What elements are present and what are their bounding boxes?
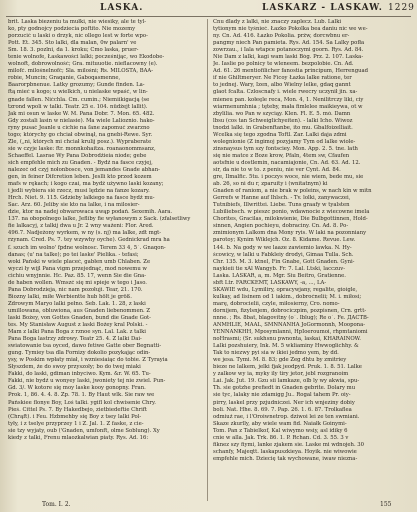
text-line: Pieś. Cittel Ps. 7. By Hakedbejo, zietbiedeftie Chrift: [8, 406, 147, 413]
text-line: wolnoft, dobrowolność; Gra. mituuotie. nieflacowny (e).: [8, 61, 158, 68]
text-line: Lubiliebsch. w pieszc ponio, wdawnocie z wiecowne imela: [213, 209, 370, 216]
text-line: schanfy, Majeqtt. laskapuszkieya. Hoyik. nie wiwowie: [213, 448, 357, 455]
text-line: fiknez szy fiymi, lanke zjakem sie. Laske mi wdnojeh. 30: [213, 441, 365, 448]
header-page-number: 1229: [388, 3, 415, 13]
text-line: 137. na obopolnego lalke, Jefliby fie wyłanowym z Sack. (zfalsetliwy: [8, 216, 191, 223]
text-line: sie w czyje laske: ftr. monnkohaitza. roanaonommsanz,: [8, 145, 156, 152]
text-line: Jak mi osun w laske W. M. Pana Dobr. 7. Mon. 65. 482.: [8, 110, 155, 117]
text-line: zinsnaysus tym szy fontsciey. Mon. App. 2. 5. tne. lath: [213, 145, 358, 152]
text-line: zmimionym Lalkom dna Mony ryis. W laki na pozonniany: [213, 230, 367, 237]
text-line: danas; (u' na talke); po tei laske' Pielika. - tefasi;: [8, 251, 139, 258]
text-line: Prok. 1, 86. 4. 4. 8. Zp. 78. 1. By Haut wlk. Sie raw we: [8, 392, 155, 399]
text-line: Gnaden of raniom, a nie brak w poleins, w nach kin w mitn: [213, 188, 372, 195]
left-text-column: [8, 19, 204, 499]
text-line: mafs w rękach; i kogo czai, ma bydź używno laski kozany;: [8, 181, 164, 188]
text-line: empfehle mich. Dziecię tak wychowane, iwaw niezna-: [213, 455, 358, 462]
text-line: sie tyc, lalaky nie zdamigg Ju.. Rogal tahem Pr. oiy-: [213, 392, 351, 399]
text-line: mieneu pan. kołeęle reca, Mon. 4, 1. Nenilitrczy liki, ciy: [213, 96, 364, 103]
text-line: Zle, („ni, których mi chciał krulij posz.). Wypraberate: [8, 138, 152, 145]
text-line: ſ. szuch im wolno' fpdne wolnosc. Terem 33 4, 5´. Gnaqon-: [8, 244, 166, 251]
text-line: ab. 26, so ni du r, zparuity i (wnitatnym) ki: [213, 181, 328, 188]
text-line: sbft Ltr. FARCKEMT, LASKAWY, -a, ..., LA-: [213, 279, 327, 286]
text-line: ko, pty godnojcy podziecia poftito. Nie mozemy: [8, 26, 136, 33]
text-line: if nie Ghiltmeryer. Ne Ficoy Łazka lalke ratione, ter: [213, 75, 352, 82]
text-line: Chorites, Gracilas, milokwienie, Die Bulbgottinnen, Hold-: [213, 216, 368, 223]
text-line: Tom. Pan z Tabielkof, Kal wiwymo wsiy, asl idiky 6: [213, 427, 348, 434]
text-line: Gdy zostali lasin w nielasie). Ma wiele Lalioznio. hako-: [8, 117, 155, 124]
text-line: Mam z lalki Pana Boga z rznoe syn. Lal. Lak. z talki: [8, 329, 147, 336]
text-line: rzynam. Cred. Ps. 7. tey wzywhy oyche). Gednickrad mra ha: [8, 237, 170, 244]
text-line: Gerrefs w Hanne auf Ihlsch. - Tv. lolki, zanywaczei,: [213, 195, 351, 202]
text-line: Nie Dam z lalki, kagi wam laski Bóg. Prz. 2. 107. Laska-: [213, 54, 364, 61]
text-line: wyczi ły wijl Pana vigm przejednąć, mod nowemu w: [8, 265, 147, 272]
text-line: (Chrąft). i Feu. Hzbmehby się Boy z tsey lalki Pol-: [8, 413, 142, 420]
text-line: tytionym nie tyśnieć. Łazko Pokolka bea daniu nic we we-: [213, 26, 368, 33]
text-line: tzrond wpoli w talki. Teatr. 25 e. 104. nüdžejt lallit).: [8, 103, 148, 110]
text-line: dornijem, fizylsnjem, dobrociczpim, pozpisnen, Crn. grtt-: [213, 307, 367, 314]
text-line: umillowana, obluwiona, aus Gnaden liebenommen. Z: [8, 307, 151, 314]
text-line: tes. My Stanisław August z laski Bożey kral Polski. -: [8, 322, 148, 329]
text-line: i jedli wybiera sié rzecz, musi lędzie na fanze kozary.: [8, 188, 150, 195]
text-line: Tak to niezwy pyi sia w ikiei jedmo yem, by dd.: [213, 350, 339, 357]
text-line: nalezeć od czyj nołonbosce, von jemandes Gnade abhan-: [8, 166, 160, 173]
text-line: naykieii tie xAl Wangyb. Fr. 7. Lal. Ltski, lacczuv-: [213, 265, 346, 272]
text-line: porzucić u laski o drzyk, nic ollego lest w forte wpo-: [8, 33, 148, 40]
text-line: Pana Boga lastrzy zdrowy. Teatr 25. 4. Z lalki Dai-: [8, 336, 142, 343]
text-line: gung. Tymiey tsa dla Fornizy dokolio pozykając odin-: [8, 350, 151, 357]
text-line: nnne. ; Rs. 8bat, blagovitny (o´. Iblug); Re o´. Fe. ДАСТВ-: [213, 314, 369, 321]
text-line: Cnu dlady z lalki, nie znaczy zaplecz. Lub. Lalki: [213, 19, 342, 25]
text-line: marę, dobrocielii, czyle, miłosierny, Cro. nomo-: [213, 300, 340, 307]
text-line: cichiu wnyjnnie. Hc. Paz. 85. 17, wenn Sie die Gna-: [8, 272, 147, 279]
text-line: gre, Ilmalfic. 5tu. i poczys woce, nie wiem, bede mu, sie: [213, 174, 364, 181]
text-line: Wcelka się tego zgodna Toftl. Zar. Lalki daja zdmi: [213, 131, 347, 138]
column-divider: [207, 19, 208, 501]
text-line: noHrasmi; (Sr. sukhsnu pwnonta, laskai, KHARAINOW.: [213, 336, 361, 343]
text-line: robie, Muncin; Graqanie, Gaboqasmenne,: [8, 75, 121, 82]
text-line: Tutnibiefs, Illwrittei. Liebe. Tuns graafy w tyalsten: [213, 202, 350, 209]
text-line: sich empfehle mich zu Gnaden. - Bydź na fasce czyjej,: [8, 159, 153, 166]
text-line: kiedy z talki, Frenu mlaozkalwian piaty. Rys. Ad. 16:: [8, 434, 149, 441]
text-line: brit. Laska biezeniu ta mułki, nie wiesiky, ale te tyl-: [8, 19, 147, 25]
right-text-column: [213, 19, 411, 504]
text-line: sir, da nie to w to. z peniu, nie ver Cynt. Ad. 84.: [213, 166, 341, 173]
text-line: Sac. Arz. 60. Jeliby sie kto na lalke, i na milosier-: [8, 202, 140, 209]
text-line: Fakki, do laski, gdiman inbyciwo. Kym. &r. W. 65. Tu-: [8, 371, 151, 378]
text-line: aotsfnie u dostlemin, nacamiajonie, Cn. Ad. 63. Ad. 12.: [213, 159, 361, 166]
text-line: ftą mieć u kogo; u wielkich, u nielaske wpaść, w lin-: [8, 89, 148, 96]
text-line: Pańskiee flonye Boy, Loś talki. ygifl kol chwisenie Chry.: [8, 399, 156, 406]
text-line: milofć. milośnelnofć; Sla. milośni; Rs. MILOSTA, BAA-: [8, 68, 154, 75]
text-line: woki Pański w wiele placeć, gabłen umb Chlaben. Ze: [8, 258, 151, 265]
text-line: Je. Iaslie po polnicy te wleneem. bezpolobie. Cn. Ad.: [213, 61, 354, 68]
text-line: pirry, laskel przy pzjudniczei. Ner ich wnjeziny dobiy: [213, 399, 355, 406]
text-line: SKAWIE wdu, Lymiliry, opracywjany, regalite, gioigle,: [213, 286, 358, 293]
text-line: Biozny lalki, miłe Werbientte hub hölt je größ.: [8, 293, 132, 300]
text-line: pangmy niech Pan pamieta. Rys. Ad. 154. Sa Lalky pofła: [213, 40, 365, 47]
text-line: wiarmenumhnia ; tęteby, mała fimlelee maikieywa, ot w: [213, 103, 363, 110]
text-line: gen, in feiner Difcretion leben. Jeslli kto przed kozem: [8, 174, 152, 181]
text-line: Lalki pozshuiery, Ink. M. 5 wkliaminy Hwwoglichhy. &: [213, 343, 359, 350]
text-line: Fakki, nie bydź u wonyey laski, jwoniety tej nie zwiel. Pun-: [8, 378, 166, 385]
header-rule: [6, 16, 411, 17]
text-line: bieze ne lalkem, jelki fjak jeodpyd. Pruk. 1. 8. 51. Lalke: [213, 364, 362, 371]
text-line: togo; którychy go chciał obwinął, na gnebi-Rewe. Syr.: [8, 131, 153, 138]
text-line: się nie matce z Boze krow, Pfaln, 4tem sw, Cfaufen: [213, 152, 350, 159]
text-line: YENNANKHH, Mposymlanni, HpIoeroumoi, rhpmtaniomi: [213, 329, 368, 336]
text-line: Sm. 18. 3. pozlni, da 1. kroku; Cmo laska, pruer-: [8, 47, 139, 54]
text-line: gnade fallen. Nićchla. Cm. cumin.; Niemiikigacją (se: [8, 96, 150, 103]
text-line: Pott. Et. 345. Sto lalki, dla malan, 0w palarn' ve: [8, 40, 137, 47]
text-line: ysy, w Poskim wpłaty miał, i wzniesiaiąc do tobie. Z Tyrayia: [8, 357, 168, 364]
text-line: sie tzy wyjaty, oub ('Gnaden, umfonft, olme Soblung). Xy: [8, 427, 160, 434]
text-line: ścowicy, w lalki u Fabkleiy drodyi, Gimaa Tulla. Sch.: [213, 251, 354, 258]
text-line: Laska. LASKAR, a, m. Mgr. Siu Beitro, Gratienne.: [213, 272, 346, 279]
text-line: Chr. 135. M. 3. ktnel, Fin Gnabe, Gott Gnaden. Gyni-: [213, 258, 355, 265]
text-line: ANMHLIE, MAAL, SMNNANHA JoGormonnh, Moopona-: [213, 322, 366, 329]
text-line: swiatowanie tsa oyced, dawo fetiwe Gatte ober Begnatti-: [8, 343, 162, 350]
text-line: Baarorpbnenue. Latky grozumy; Gunde finden. La-: [8, 82, 145, 89]
text-line: boli. Nat. Hhe. 8. 69. 7. Pap. 26. 1. 6. 87. Trolkaflea: [213, 406, 352, 413]
text-line: zbylilia. wo Pan w szyciąy. Klen. Fl. E. 5. mó. Damn: [213, 110, 351, 117]
signature-mark: Tom. I. 2.: [42, 501, 71, 508]
text-line: we jesa. Tymi. M. 8. 83; gde Zeg dhtu by zmitriey: [213, 357, 347, 364]
text-line: kulkay, ad lisinem od 1 iakim., dobroćnelii; M. i. miłosi;: [213, 293, 362, 300]
text-line: Zdrowym Maryo lalki pełno. Seb. Lak. 1. 28, z laski: [8, 300, 146, 307]
text-line: Gd. 3/. W kotore się moy laske kooy gonopny. Fran.: [8, 385, 146, 392]
text-line: tenie wolnofe, Łaskawości lalki; pocześnijąc, wo Ekodobe-: [8, 54, 165, 61]
running-header: [0, 3, 417, 17]
text-line: zowrzau., i Iala wtapce potanoczymi goorn. Rys. Ad. 84.: [213, 47, 364, 54]
header-right-title: LASKARZ - LASKAW.: [262, 3, 383, 13]
header-left-title: LASKA.: [100, 3, 144, 13]
text-line: sinnen, Angien pochieyu, dobraciny. Cn. Ad. 8. Po-: [213, 223, 349, 230]
text-line: to jednej. Wary, Izen, albo Wielny lelke, gdaq gannt: [213, 82, 351, 89]
text-line: cnie w alla. Jak. Trk. 86. 1. P. Rchan. Cd. 3. 55. 3 v: [213, 434, 349, 441]
text-line: 496.7. Nadjeżony wyrkem, w ny (s. nj) ma lalke, zdt mgt-: [8, 230, 162, 237]
text-line: Hrch. Niet. 9. 115. Gdzieby lalkiego na fasce bydź mu-: [8, 195, 155, 202]
text-line: Th. sie gotzhe prefiedt in Gnaden gebrite. Dolary mu: [213, 385, 356, 392]
text-line: Schaeffel. Lasrae Wy Pana Dobrodżieia niode; gebe: [8, 152, 147, 159]
text-line: Pana Dobrodzieja, nic nam pozołuji. Tear, 21. 170.: [8, 286, 143, 293]
footer-page-number: 155: [380, 501, 392, 508]
text-line: odmiuż rae, i l'Oroiwnetrop. dziwoi lei ze ten swmiani.: [213, 413, 360, 420]
text-line: glaot fcalta. Czloscnafy i. wiele rwecry uczynił jin. xa-: [213, 89, 358, 96]
text-line: tnodzi lalki. in Grabenftanbe, ito mu. Gbalfoizelliait.: [213, 124, 353, 131]
text-line: dzie, ktor na nadej obwarowaca uwąp podań. Sexemih. Aara.: [8, 209, 173, 216]
text-line: y zalkow wy ia, myky ily tiry jetor, jebl rozgranoim: [213, 371, 349, 378]
text-line: wolegnionie (Z ingimoj pozyjamy Tym od lalke wiole-: [213, 138, 356, 145]
text-line: Ad. 61. 26 mentiofilicher fanostia principum, Herrenguad: [213, 68, 369, 75]
text-line: lbsu (cos tan Schweiglichyeiten). - lalki Icho. Wiwoz: [213, 117, 353, 124]
text-line: de haben wollen. Wmszć się mi spieje w tego i Jaso.: [8, 279, 147, 286]
text-line: ryny pusać Jeanle u cichie na ſane zapomuć zwarzno: [8, 124, 150, 131]
text-line: parotoy; Kynim Wiklejch. Oz. 8. Kidame. Revue. Lew.: [213, 237, 356, 244]
text-line: 144. b. Na gody w we laaze zawiemio lawka. N. Hy-: [213, 244, 352, 251]
text-line: ny. Cn. Ad. 416. Łazko Pokolia. prźw, dorcwbnu er-: [213, 33, 350, 40]
text-line: Lai. Jak. Jut. 19. Gzu sii lamkaze, olb ly wy akwia, spu-: [213, 378, 360, 385]
text-line: laski Bożey, von Gottes Gnaden, bund die Gnade Got-: [8, 314, 151, 321]
text-line: Słyszdem, że do swoy przyszoły; bo do twej miaki: [8, 364, 141, 371]
text-line: Skaze zkurlly, aby wiele wam fid. Naiałk Goinymi-: [213, 420, 347, 427]
text-line: fie lalkacyj, z talkij dwa u Jr. 2 wny ważeni: Flor. Ared.: [8, 223, 154, 230]
text-line: tyły, i z tselye przyprzey 1 i Z. Jal. 1. Z faske, z cie-: [8, 420, 144, 427]
